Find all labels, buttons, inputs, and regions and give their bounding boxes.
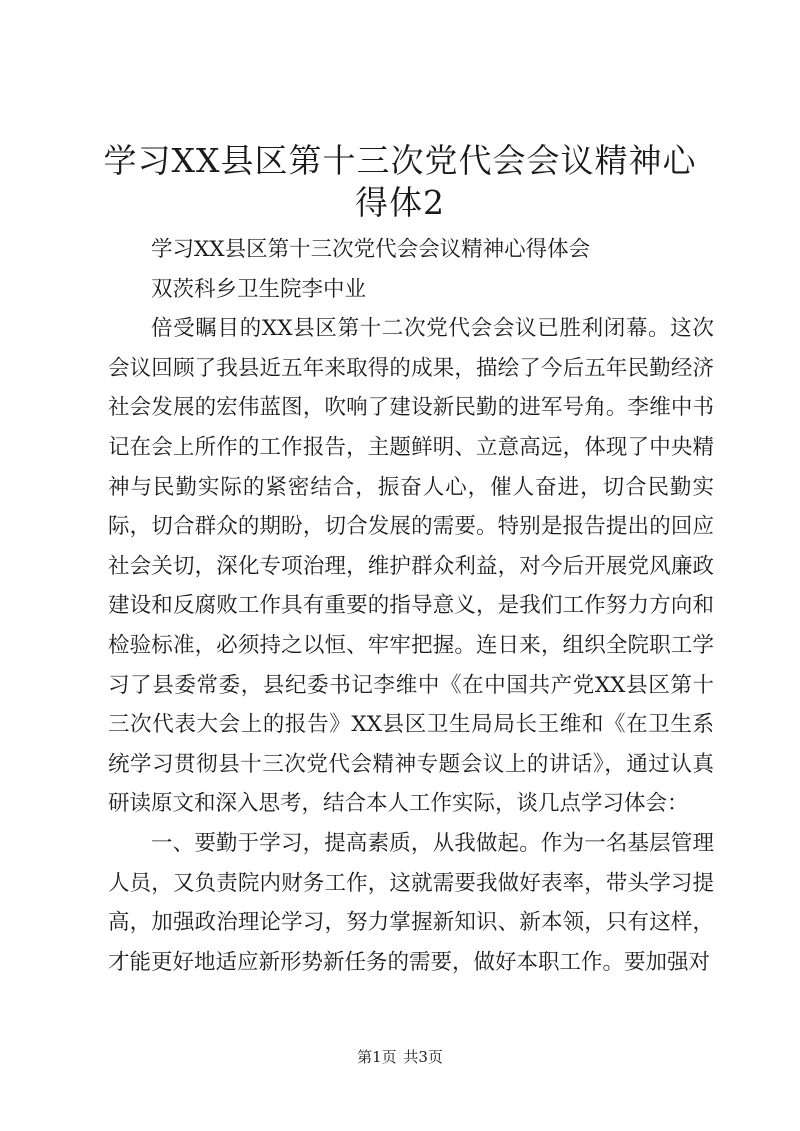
body-paragraph: 一、要勤于学习，提高素质，从我做起。作为一名基层管理人员，又负责院内财务工作，这就需要我做好表率，带头学习提高，加强政治理论学习，努力掌握新知识、新本领，只有这样，才能更好地适应新形势新任务的需要，做好本职工作。要加强对 [108, 830, 714, 975]
document-body [108, 230, 714, 982]
page-total: 共3页 [403, 1048, 443, 1066]
document-title: 学习XX县区第十三次党代会会议精神心得体2 [103, 141, 697, 222]
page-number: 第1页 [357, 1048, 397, 1066]
author-paragraph: 双茨科乡卫生院李中业 [151, 276, 367, 302]
body-paragraph: 倍受瞩目的XX县区第十二次党代会会议已胜利闭幕。这次会议回顾了我县近五年来取得的成果，描绘了今后五年民勤经济社会发展的宏伟蓝图，吹响了建设新民勤的进军号角。李维中书记在会上所作的工作报告，主题鲜明、立意高远，体现了中央精神与民勤实际的紧密结合，振奋人心，催人奋进，切合民勤实际，切合群众的期盼，切合发展的需要。特别是报告提出的回应社会关切，深化专项治理，维护群众利益，对今后开展党风廉政建设和反腐败工作具有重要的指导意义，是我们工作努力方向和检验标准，必须持之以恒、牢牢把握。连日来，组织全院职工学习了县委常委，县纪委书记李维中《在中国共产党XX县区第十三次代表大会上的报告》XX县区卫生局局长王维和《在卫生系统学习贯彻县十三次党代会精神专题会议上的讲话》，通过认真研读原文和深入思考，结合本人工作实际，谈几点学习体会： [108, 316, 714, 817]
subtitle-paragraph: 学习XX县区第十三次党代会会议精神心得体会 [151, 237, 591, 262]
page-footer [0, 1047, 800, 1067]
